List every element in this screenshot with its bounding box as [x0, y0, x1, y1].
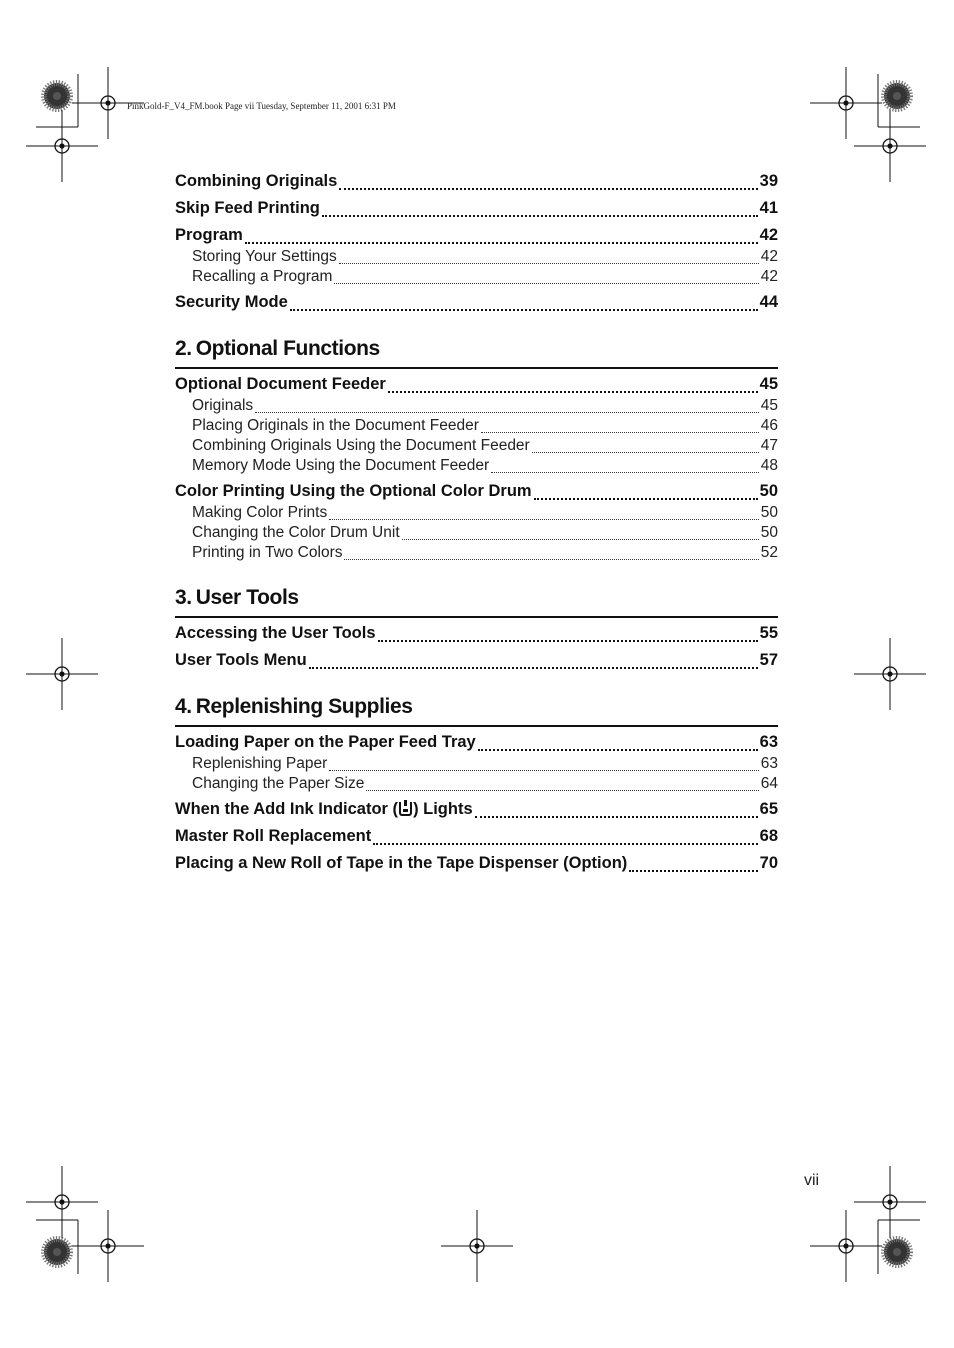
toc-entry-page: 57	[759, 651, 778, 669]
toc-entry-page: 50	[759, 482, 778, 500]
toc-entry-page: 46	[760, 417, 778, 434]
toc-entry-page: 45	[760, 397, 778, 414]
toc-entry[interactable]	[175, 827, 778, 849]
dot-leader	[245, 242, 758, 244]
toc-entry[interactable]	[175, 854, 778, 876]
registration-crosshair-icon	[854, 1166, 926, 1238]
dot-leader	[309, 667, 758, 669]
toc-entry-page: 47	[760, 437, 778, 454]
dot-leader	[344, 559, 758, 560]
toc-entry-label: Security Mode	[175, 293, 288, 311]
dot-leader	[402, 539, 759, 540]
registration-crosshair-icon	[441, 1210, 513, 1282]
toc-entry-page: 50	[760, 524, 778, 541]
toc-entry-label: Combining Originals	[175, 172, 338, 190]
toc-subentry[interactable]	[175, 755, 778, 775]
page-number: vii	[804, 1172, 820, 1189]
toc-entry-page: 41	[759, 199, 778, 217]
toc-entry[interactable]	[175, 733, 778, 755]
toc-entry-label: Changing the Paper Size	[192, 775, 365, 792]
toc-entry-label: User Tools Menu	[175, 651, 307, 669]
toc-entry-label: Accessing the User Tools	[175, 624, 376, 642]
registration-crosshair-icon	[854, 638, 926, 710]
chapter-number: 3.	[175, 586, 192, 609]
registration-crosshair-icon	[26, 638, 98, 710]
toc-subentry[interactable]	[175, 457, 778, 477]
toc-entry-page: 44	[759, 293, 778, 311]
toc-entry[interactable]	[175, 293, 778, 315]
toc-entry-label	[175, 800, 473, 819]
dot-leader	[534, 498, 758, 500]
toc-entry[interactable]	[175, 199, 778, 221]
dot-leader	[334, 283, 758, 284]
registration-crosshair-icon	[26, 110, 98, 182]
toc-entry-label-start: When the Add Ink Indicator (	[175, 800, 399, 818]
toc-entry[interactable]	[175, 800, 778, 822]
toc-entry-page: 42	[760, 248, 778, 265]
toc-entry-page: 42	[759, 226, 778, 244]
toc-subentry[interactable]	[175, 397, 778, 417]
toc-entry-label: Loading Paper on the Paper Feed Tray	[175, 733, 476, 751]
toc-subentry[interactable]	[175, 544, 778, 564]
toc-entry-label: Master Roll Replacement	[175, 827, 372, 845]
toc-entry-label: Color Printing Using the Optional Color Drum	[175, 482, 532, 500]
toc-subentry[interactable]	[175, 417, 778, 437]
toc-entry[interactable]	[175, 172, 778, 194]
registration-wheel-icon	[884, 83, 910, 109]
toc-entry-label: Storing Your Settings	[192, 248, 337, 265]
chapter-heading[interactable]	[175, 691, 778, 727]
dot-leader	[329, 770, 758, 771]
registration-wheel-icon	[884, 1239, 910, 1265]
dot-leader	[629, 870, 757, 872]
dot-leader	[532, 452, 759, 453]
toc-entry-label: Placing a New Roll of Tape in the Tape Dispenser (Option)	[175, 854, 628, 872]
toc-entry-page: 63	[760, 755, 778, 772]
toc-subentry[interactable]	[175, 524, 778, 544]
dot-leader	[481, 432, 759, 433]
registration-crosshair-icon	[810, 67, 882, 139]
toc-subentry[interactable]	[175, 437, 778, 457]
chapter-title: Replenishing Supplies	[195, 695, 413, 718]
dot-leader	[339, 188, 757, 190]
toc-subentry[interactable]	[175, 268, 778, 288]
registration-crosshair-icon	[810, 1210, 882, 1282]
dot-leader	[366, 790, 758, 791]
toc-entry-label: Recalling a Program	[192, 268, 333, 285]
toc-entry-page: 52	[760, 544, 778, 561]
toc-entry[interactable]	[175, 482, 778, 504]
toc-entry-label: Replenishing Paper	[192, 755, 328, 772]
toc-entry-page: 48	[760, 457, 778, 474]
chapter-title: User Tools	[195, 586, 299, 609]
chapter-number: 4.	[175, 695, 192, 718]
registration-crosshair-icon	[26, 1166, 98, 1238]
toc-entry-page: 70	[759, 854, 778, 872]
dot-leader	[322, 215, 758, 217]
dot-leader	[339, 263, 759, 264]
dot-leader	[378, 640, 758, 642]
dot-leader	[491, 472, 759, 473]
table-of-contents	[175, 172, 778, 876]
registration-wheel-icon	[44, 83, 70, 109]
chapter-heading[interactable]	[175, 582, 778, 618]
toc-entry-label: Skip Feed Printing	[175, 199, 320, 217]
dot-leader	[290, 309, 758, 311]
dot-leader	[373, 843, 757, 845]
toc-entry-label: Placing Originals in the Document Feeder	[192, 417, 479, 434]
toc-entry-label: Making Color Prints	[192, 504, 328, 521]
dot-leader	[255, 412, 759, 413]
toc-entry-label: Program	[175, 226, 243, 244]
chapter-number: 2.	[175, 337, 192, 360]
registration-wheel-icon	[44, 1239, 70, 1265]
toc-entry-label: Changing the Color Drum Unit	[192, 524, 400, 541]
toc-entry-label-end: ) Lights	[413, 800, 473, 818]
dot-leader	[388, 391, 758, 393]
toc-entry-page: 50	[760, 504, 778, 521]
registration-crosshair-icon	[72, 1210, 144, 1282]
toc-entry-page: 55	[759, 624, 778, 642]
chapter-title: Optional Functions	[195, 337, 380, 360]
dot-leader	[475, 816, 758, 818]
toc-entry-label: Combining Originals Using the Document Feeder	[192, 437, 530, 454]
toc-entry-label: Memory Mode Using the Document Feeder	[192, 457, 490, 474]
toc-entry-page: 65	[759, 800, 778, 818]
toc-entry-page: 63	[759, 733, 778, 751]
toc-entry-page: 64	[760, 775, 778, 792]
toc-subentry[interactable]	[175, 775, 778, 795]
print-header-file-info: PinkGold-F_V4_FM.book Page vii Tuesday, September 11, 2001 6:31 PM	[127, 101, 396, 111]
toc-entry-page: 39	[759, 172, 778, 190]
toc-entry-label: Printing in Two Colors	[192, 544, 343, 561]
registration-crosshair-icon	[854, 110, 926, 182]
toc-entry[interactable]	[175, 624, 778, 646]
toc-entry[interactable]	[175, 651, 778, 673]
dot-leader	[478, 749, 758, 751]
add-ink-indicator-icon	[399, 802, 412, 816]
toc-entry-page: 42	[760, 268, 778, 285]
chapter-heading[interactable]	[175, 333, 778, 369]
toc-subentry[interactable]	[175, 504, 778, 524]
toc-entry-label: Originals	[192, 397, 254, 414]
toc-entry[interactable]	[175, 375, 778, 397]
toc-subentry[interactable]	[175, 248, 778, 268]
toc-entry-label: Optional Document Feeder	[175, 375, 386, 393]
toc-entry[interactable]	[175, 226, 778, 248]
toc-entry-page: 68	[759, 827, 778, 845]
dot-leader	[329, 519, 759, 520]
toc-entry-page: 45	[759, 375, 778, 393]
